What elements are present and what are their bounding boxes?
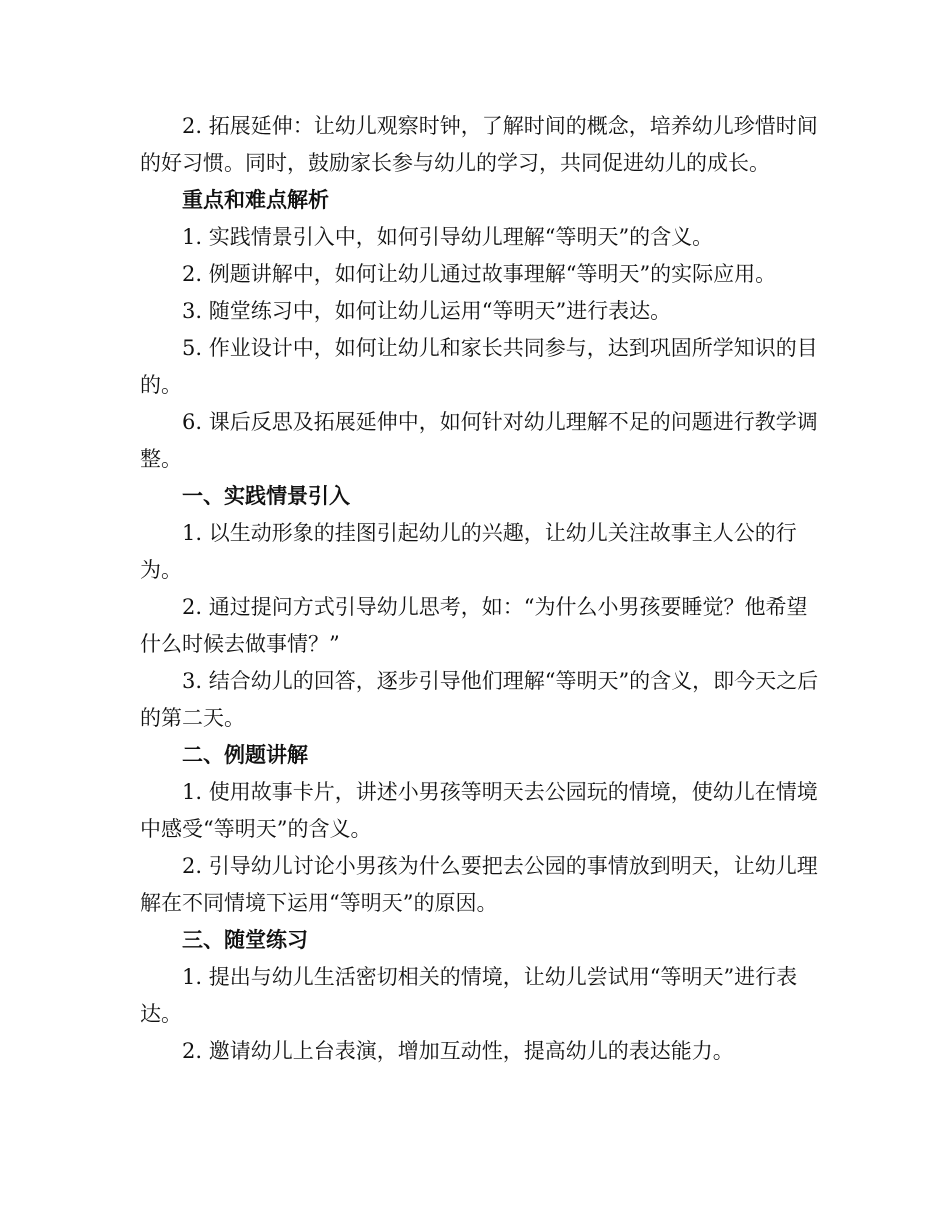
heading-section-1: 一、实践情景引入 (182, 484, 350, 508)
document-body (140, 108, 820, 1070)
paragraph-extension: 2. 拓展延伸：让幼儿观察时钟，了解时间的概念，培养幼儿珍惜时间的好习惯。同时，鼓励家长参与幼儿的学习，共同促进幼儿的成长。 (140, 114, 818, 175)
section-1-item-1: 1. 以生动形象的挂图引起幼儿的兴趣，让幼儿关注故事主人公的行为。 (140, 521, 797, 582)
key-point-2: 2. 例题讲解中，如何让幼儿通过故事理解“等明天”的实际应用。 (182, 262, 777, 286)
heading-section-2: 二、例题讲解 (182, 743, 308, 767)
section-3-item-2: 2. 邀请幼儿上台表演，增加互动性，提高幼儿的表达能力。 (182, 1039, 734, 1063)
section-1-item-2: 2. 通过提问方式引导幼儿思考，如：“为什么小男孩要睡觉？他希望什么时候去做事情？” (140, 595, 808, 656)
section-2-item-1: 1. 使用故事卡片，讲述小男孩等明天去公园玩的情境，使幼儿在情境中感受“等明天”的含义。 (140, 780, 818, 841)
section-2-item-2: 2. 引导幼儿讨论小男孩为什么要把去公园的事情放到明天，让幼儿理解在不同情境下运用“等明天”的原因。 (140, 854, 818, 915)
heading-key-points: 重点和难点解析 (182, 188, 329, 212)
heading-section-3: 三、随堂练习 (182, 928, 308, 952)
key-point-1: 1. 实践情景引入中，如何引导幼儿理解“等明天”的含义。 (182, 225, 714, 249)
section-3-item-1: 1. 提出与幼儿生活密切相关的情境，让幼儿尝试用“等明天”进行表达。 (140, 965, 798, 1026)
key-point-5: 5. 作业设计中，如何让幼儿和家长共同参与，达到巩固所学知识的目的。 (140, 336, 818, 397)
key-point-3: 3. 随堂练习中，如何让幼儿运用“等明天”进行表达。 (182, 299, 672, 323)
key-point-6: 6. 课后反思及拓展延伸中，如何针对幼儿理解不足的问题进行教学调整。 (140, 410, 818, 471)
section-1-item-3: 3. 结合幼儿的回答，逐步引导他们理解“等明天”的含义，即今天之后的第二天。 (140, 669, 819, 730)
